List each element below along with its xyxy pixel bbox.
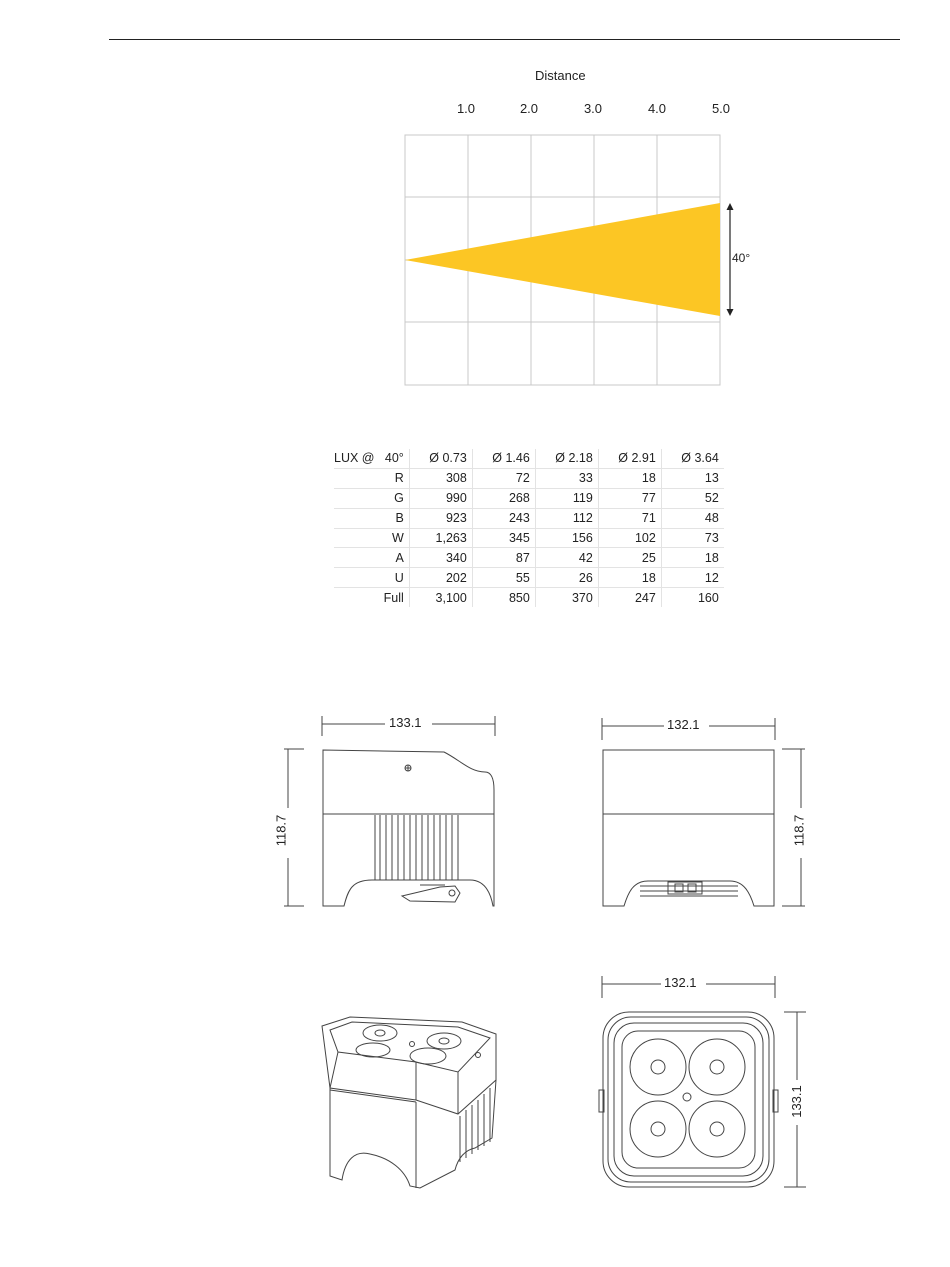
table-cell: 13 <box>661 468 724 488</box>
beam-angle-label: 40° <box>732 251 751 265</box>
front-height-dimension: 118.7 <box>791 812 806 850</box>
table-cell: 923 <box>409 508 472 528</box>
side-height-dimension: 118.7 <box>273 812 288 850</box>
table-cell: 243 <box>472 508 535 528</box>
side-view-drawing <box>284 716 495 906</box>
side-width-dimension: 133.1 <box>386 715 425 730</box>
table-cell: 990 <box>409 488 472 508</box>
table-cell: B <box>334 508 409 528</box>
table-cell: 52 <box>661 488 724 508</box>
table-header-cell: Ø 2.18 <box>535 449 598 468</box>
table-cell: 308 <box>409 468 472 488</box>
table-header-cell: Ø 1.46 <box>472 449 535 468</box>
table-cell: R <box>334 468 409 488</box>
table-cell: 18 <box>661 548 724 568</box>
table-row <box>334 508 724 528</box>
table-header-row <box>334 449 724 468</box>
table-cell: 55 <box>472 568 535 588</box>
top-view-drawing <box>599 976 806 1187</box>
table-cell: 247 <box>598 588 661 607</box>
table-cell: 156 <box>535 528 598 548</box>
table-cell: 3,100 <box>409 588 472 607</box>
distance-axis-title: Distance <box>535 68 586 83</box>
table-cell: 850 <box>472 588 535 607</box>
table-cell: U <box>334 568 409 588</box>
table-cell: 340 <box>409 548 472 568</box>
table-cell: 73 <box>661 528 724 548</box>
table-cell: 48 <box>661 508 724 528</box>
table-cell: Full <box>383 590 404 605</box>
table-cell: A <box>334 548 409 568</box>
top-width-dimension: 132.1 <box>661 975 700 990</box>
table-cell: 18 <box>598 568 661 588</box>
top-depth-dimension: 133.1 <box>789 1082 804 1121</box>
distance-tick: 3.0 <box>583 101 603 116</box>
table-cell: 112 <box>535 508 598 528</box>
front-width-dimension: 132.1 <box>664 717 703 732</box>
beam-cone <box>405 203 720 316</box>
table-cell: 71 <box>598 508 661 528</box>
table-cell: 42 <box>535 548 598 568</box>
table-cell: 345 <box>472 528 535 548</box>
table-row <box>334 528 724 548</box>
table-row <box>334 468 724 488</box>
table-row <box>334 488 724 508</box>
table-header-cell: Ø 3.64 <box>661 449 724 468</box>
table-cell: G <box>334 488 409 508</box>
table-cell: 119 <box>535 488 598 508</box>
front-view-drawing <box>602 718 805 906</box>
table-row <box>334 588 724 607</box>
angle-arrow-head-top <box>727 203 734 210</box>
angle-arrow-head-bottom <box>727 309 734 316</box>
table-row <box>334 568 724 588</box>
table-header-cell: LUX @ 40° <box>334 449 409 468</box>
table-cell: W <box>334 528 409 548</box>
table-cell: 77 <box>598 488 661 508</box>
table-cell: 202 <box>409 568 472 588</box>
distance-tick: 5.0 <box>711 101 731 116</box>
distance-tick: 4.0 <box>647 101 667 116</box>
table-header-cell: Ø 0.73 <box>409 449 472 468</box>
table-cell: 160 <box>661 588 724 607</box>
table-cell: 25 <box>598 548 661 568</box>
table-header-cell: Ø 2.91 <box>598 449 661 468</box>
table-cell: 12 <box>661 568 724 588</box>
table-cell: 72 <box>472 468 535 488</box>
distance-tick: 2.0 <box>519 101 539 116</box>
table-cell: 268 <box>472 488 535 508</box>
table-row <box>334 548 724 568</box>
distance-tick: 1.0 <box>456 101 476 116</box>
table-cell: 102 <box>598 528 661 548</box>
table-cell: 1,263 <box>409 528 472 548</box>
lux-table <box>334 449 724 607</box>
perspective-view-drawing <box>322 1017 496 1188</box>
table-cell: 26 <box>535 568 598 588</box>
table-cell: 33 <box>535 468 598 488</box>
table-cell: 87 <box>472 548 535 568</box>
table-cell: 370 <box>535 588 598 607</box>
table-cell: 18 <box>598 468 661 488</box>
